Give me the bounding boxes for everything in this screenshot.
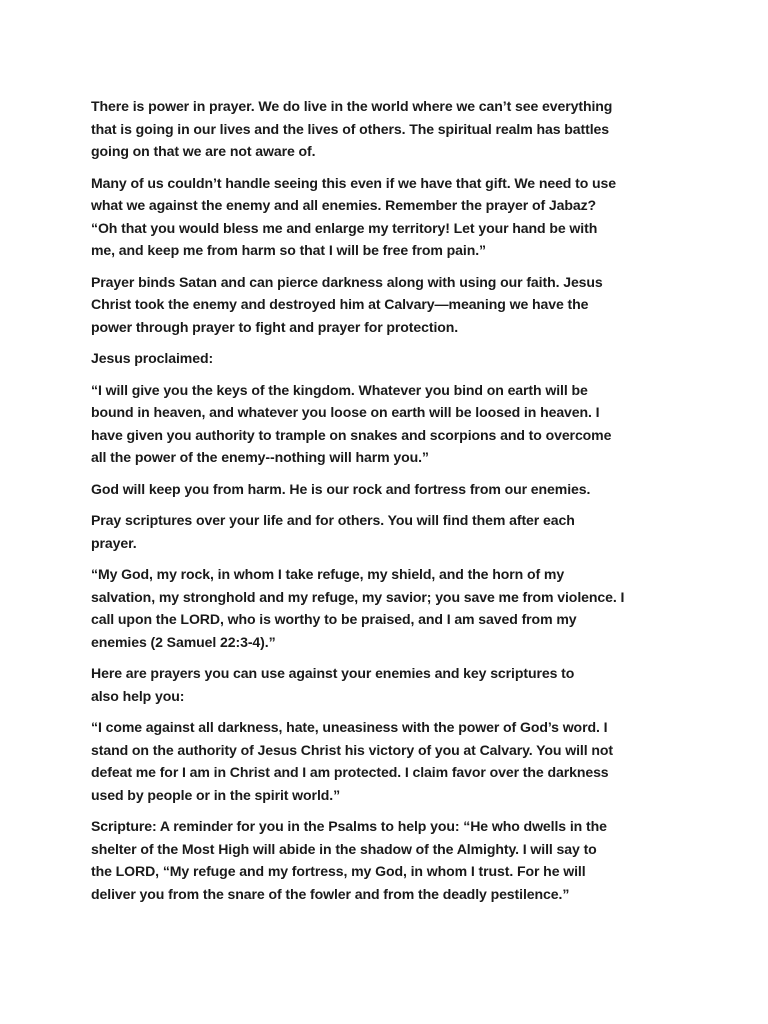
paragraph-keep-you-from-harm: God will keep you from harm. He is our rock and fortress from our enemies. — [91, 480, 591, 497]
paragraph-samuel-quote: “My God, my rock, in whom I take refuge, my shield, and the horn of my salvation, my stronghold and my refuge, my savior; you save me from violence. I call upon the LORD, who is worthy to be praised, and I am saved from my enemies (2 Samuel 22:3-4).” — [91, 566, 625, 650]
paragraph-pray-scriptures: Pray scriptures over your life and for others. You will find them after each prayer. — [91, 512, 575, 551]
document-page — [91, 95, 691, 914]
paragraph-darkness-prayer: “I come against all darkness, hate, uneasiness with the power of God’s word. I stand on the authority of Jesus Christ his victory of you at Calvary. You will not defeat me for I am in Christ and I am protected. I claim favor over the darkness used by people or in the spirit world.” — [91, 719, 613, 803]
paragraph-jesus-proclaimed: Jesus proclaimed: — [91, 350, 214, 366]
paragraph-power-in-prayer: There is power in prayer. We do live in the world where we can’t see everything that is going in our lives and the lives of others. The spiritual realm has battles going on that we are not aware of. — [91, 98, 613, 159]
paragraph-psalms-scripture: Scripture: A reminder for you in the Psalms to help you: “He who dwells in the shelter of the Most High will abide in the shadow of the Almighty. I will say to the LORD, “My refuge and my fortress, my God, in whom I trust. For he will deliver you from the snare of the fowler and from the deadly pestilence.” — [91, 818, 607, 902]
paragraph-prayers-intro: Here are prayers you can use against your enemies and key scriptures to also help you: — [91, 665, 575, 704]
paragraph-prayer-binds-satan: Prayer binds Satan and can pierce darkness along with using our faith. Jesus Christ took the enemy and destroyed him at Calvary—meaning we have the power through prayer to fight and prayer for protection. — [91, 273, 603, 335]
paragraph-keys-of-kingdom-quote: “I will give you the keys of the kingdom. Whatever you bind on earth will be bound in heaven, and whatever you loose on earth will be loosed in heaven. I have given you authority to trample on snakes and scorpions and to overcome all the power of the enemy--nothing will harm you.” — [91, 381, 612, 465]
paragraph-prayer-of-jabaz: Many of us couldn’t handle seeing this even if we have that gift. We need to use what we against the enemy and all enemies. Remember the prayer of Jabaz? “Oh that you would bless me and enlarge my territory! Let your hand be with me, and keep me from harm so that I will be free from pain.” — [91, 174, 617, 258]
